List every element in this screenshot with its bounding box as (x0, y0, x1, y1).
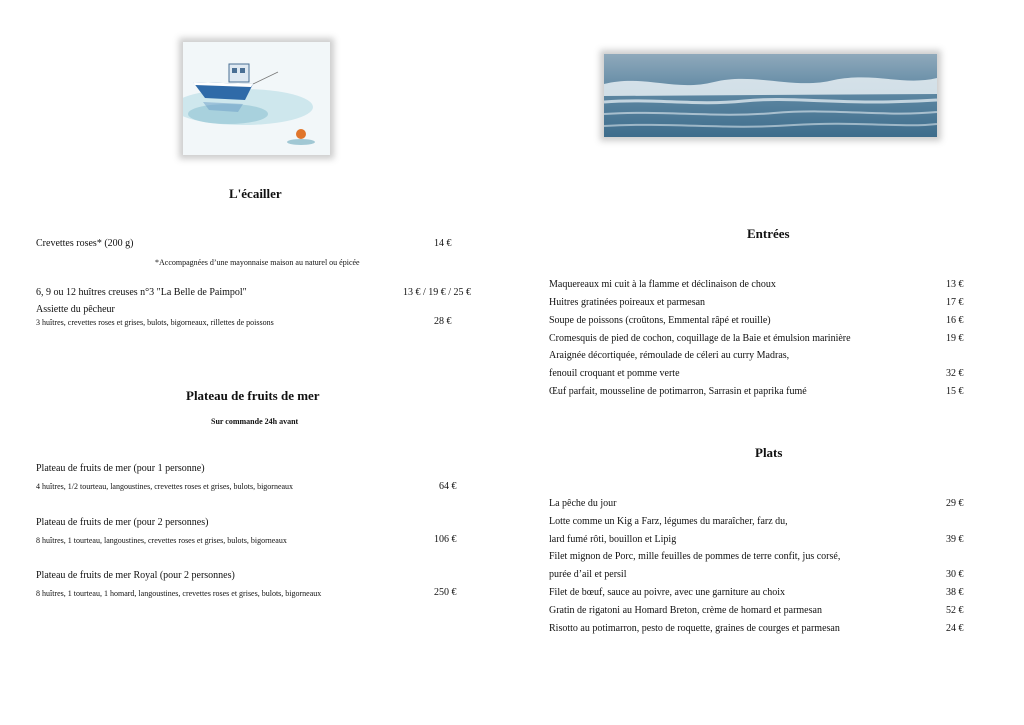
plateau-subtitle: Sur commande 24h avant (211, 417, 299, 426)
entree-line-7: Œuf parfait, mousseline de potimarron, Sarrasin et paprika fumé (549, 386, 807, 397)
crevettes-price: 14 € (434, 238, 452, 249)
huitres-price: 13 € / 19 € / 25 € (403, 287, 472, 298)
assiette-desc: 3 huîtres, crevettes roses et grises, bulots, bigorneaux, rillettes de poissons (36, 318, 274, 327)
waves-watercolor-icon (604, 54, 937, 137)
entree-price-4: 19 € (946, 333, 964, 344)
plateau-item-2-name: Plateau de fruits de mer (pour 2 personnes) (36, 517, 209, 528)
plat-line-8: Risotto au potimarron, pesto de roquette, graines de courges et parmesan (549, 623, 840, 634)
entree-line-3: Soupe de poissons (croûtons, Emmental râpé et rouille) (549, 315, 771, 326)
plat-line-5: purée d’ail et persil (549, 569, 627, 580)
entree-price-1: 13 € (946, 279, 964, 290)
plat-price-7: 52 € (946, 605, 964, 616)
plat-price-1: 29 € (946, 498, 964, 509)
plats-title: Plats (755, 445, 783, 460)
assiette-name: Assiette du pêcheur (36, 304, 115, 315)
boat-illustration (183, 42, 330, 155)
plateau-item-2-price: 106 € (434, 534, 457, 545)
entree-line-6: fenouil croquant et pomme verte (549, 368, 680, 379)
plat-line-4: Filet mignon de Porc, mille feuilles de pommes de terre confit, jus corsé, (549, 551, 841, 562)
entree-line-5: Araignée décortiquée, rémoulade de céleri au curry Madras, (549, 350, 790, 361)
crevettes-name: Crevettes roses* (200 g) (36, 238, 134, 249)
entree-line-4: Cromesquis de pied de cochon, coquillage de la Baie et émulsion marinière (549, 333, 851, 344)
plat-line-1: La pêche du jour (549, 498, 617, 509)
entree-price-2: 17 € (946, 297, 964, 308)
plat-line-3: lard fumé rôti, bouillon et Lipig (549, 534, 677, 545)
entree-line-1: Maquereaux mi cuit à la flamme et déclinaison de choux (549, 279, 776, 290)
entree-price-7: 15 € (946, 386, 964, 397)
plat-price-5: 30 € (946, 569, 964, 580)
crevettes-note: *Accompagnées d’une mayonnaise maison au naturel ou épicée (155, 258, 360, 267)
plat-price-6: 38 € (946, 587, 964, 598)
entrees-title: Entrées (747, 226, 790, 241)
huitres-name: 6, 9 ou 12 huîtres creuses n°3 "La Belle de Paimpol" (36, 287, 247, 298)
plateau-item-1-desc: 4 huîtres, 1/2 tourteau, langoustines, crevettes roses et grises, bulots, bigorneaux (36, 482, 294, 491)
plateau-item-1-name: Plateau de fruits de mer (pour 1 personne) (36, 463, 205, 474)
entree-line-2: Huitres gratinées poireaux et parmesan (549, 297, 706, 308)
plateau-title: Plateau de fruits de mer (186, 388, 320, 403)
plat-line-7: Gratin de rigatoni au Homard Breton, crème de homard et parmesan (549, 605, 822, 616)
plat-line-2: Lotte comme un Kig a Farz, légumes du maraîcher, farz du, (549, 516, 788, 527)
entree-price-3: 16 € (946, 315, 964, 326)
waves-illustration (604, 54, 937, 137)
plat-price-3: 39 € (946, 534, 964, 545)
plateau-item-2-desc: 8 huîtres, 1 tourteau, langoustines, crevettes roses et grises, bulots, bigorneaux (36, 536, 287, 545)
plateau-item-1-price: 64 € (439, 481, 457, 492)
plateau-item-3-name: Plateau de fruits de mer Royal (pour 2 personnes) (36, 570, 235, 581)
plat-price-8: 24 € (946, 623, 964, 634)
plateau-item-3-desc: 8 huîtres, 1 tourteau, 1 homard, langoustines, crevettes roses et grises, bulots, bigorneaux (36, 589, 322, 598)
assiette-price: 28 € (434, 316, 452, 327)
plat-line-6: Filet de bœuf, sauce au poivre, avec une garniture au choix (549, 587, 786, 598)
entree-price-6: 32 € (946, 368, 964, 379)
plateau-item-3-price: 250 € (434, 587, 457, 598)
ecailler-title: L'écailler (229, 186, 282, 201)
boat-watercolor-icon (183, 42, 330, 155)
